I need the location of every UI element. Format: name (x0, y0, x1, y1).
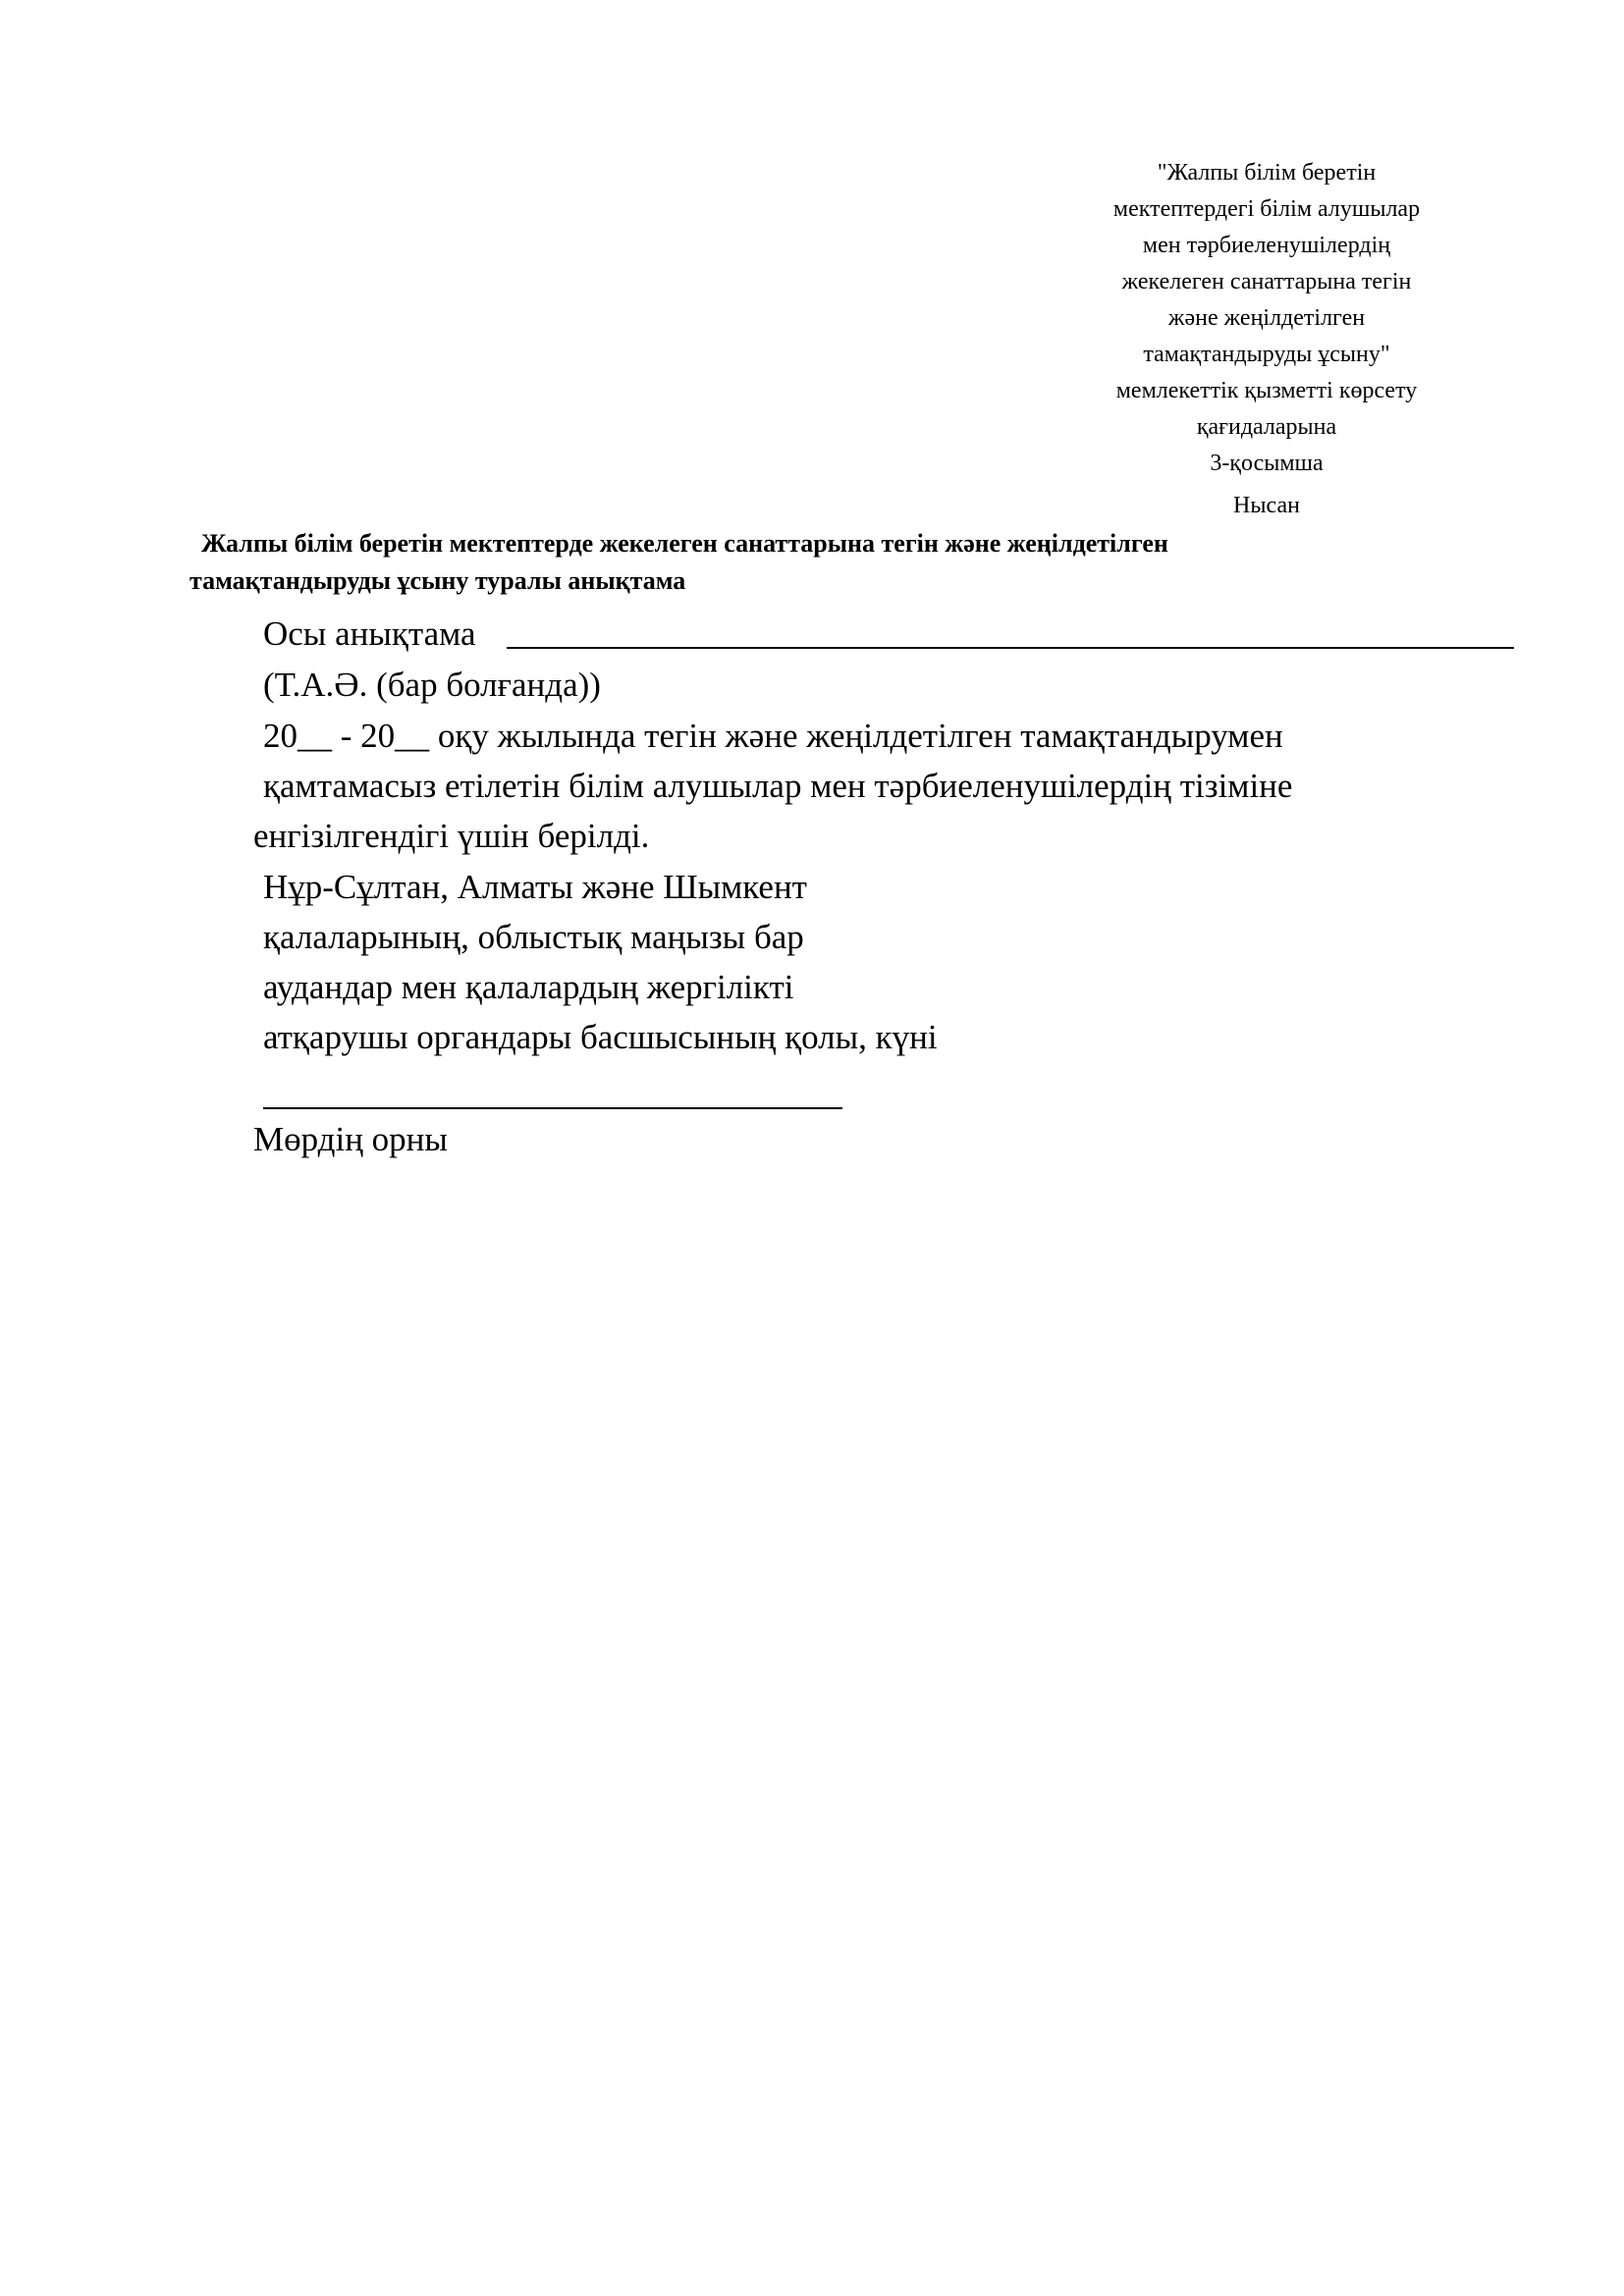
appendix-line: мен тәрбиеленушілердің (1142, 233, 1391, 258)
body-line-provided: қамтамасыз етілетін білім алушылар мен тәрбиеленушілердің тізіміне (263, 767, 1293, 805)
signature-block-line: қалаларының, облыстық маңызы бар (263, 918, 804, 956)
appendix-line: "Жалпы білім беретін (1157, 160, 1377, 186)
signature-block-line: аудандар мен қалалардың жергілікті (263, 968, 794, 1006)
appendix-line: мемлекеттік қызметті көрсету (1115, 378, 1418, 403)
academic-year-line: 20__ - 20__ оқу жылында тегін және жеңілдетілген тамақтандырумен (263, 717, 1283, 755)
certificate-prefix: Осы анықтама (263, 614, 476, 653)
name-blank-line (507, 647, 1514, 649)
stamp-place-label: Мөрдің орны (253, 1120, 448, 1158)
appendix-line: қағидаларына (1196, 414, 1337, 440)
appendix-line: тамақтандыруды ұсыну" (1143, 342, 1390, 367)
appendix-line: және жеңілдетілген (1167, 305, 1366, 331)
document-title (189, 525, 1466, 600)
title-line-2: тамақтандыруды ұсыну туралы анықтама (189, 566, 686, 595)
title-line-1: Жалпы білім беретін мектептерде жекелеген санаттарына тегін және жеңілдетілген (201, 529, 1168, 558)
form-label: Нысан (1233, 493, 1300, 518)
appendix-note (1021, 155, 1512, 482)
signature-blank-line (263, 1107, 842, 1109)
appendix-line: жекелеген санаттарына тегін (1121, 269, 1412, 294)
appendix-number: 3-қосымша (1210, 451, 1324, 476)
signature-block-line: Нұр-Сұлтан, Алматы және Шымкент (263, 868, 807, 906)
signature-block-line: атқарушы органдары басшысының қолы, күні (263, 1018, 938, 1056)
body-line-issued: енгізілгендігі үшін берілді. (253, 817, 650, 855)
appendix-line: мектептердегі білім алушылар (1112, 196, 1421, 222)
name-hint: (Т.А.Ә. (бар болғанда)) (263, 666, 601, 704)
